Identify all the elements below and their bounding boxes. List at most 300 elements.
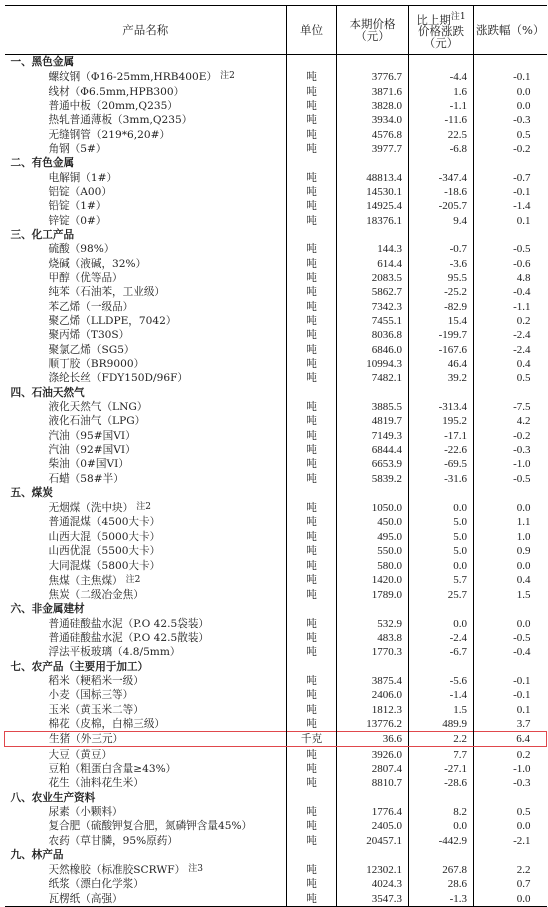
product-name-cell [5,357,287,371]
pct-cell: 0.4 [516,574,531,587]
price-cell: 483.8 [337,631,409,645]
pct-cell: 0.0 [516,99,531,112]
empty-cell [287,228,337,242]
empty-cell [474,156,547,170]
product-name-cell [5,242,287,256]
price-cell: 7342.3 [337,300,409,314]
price-cell: 7482.1 [337,371,409,385]
product-name: 苯乙烯（一级品） [48,300,134,313]
footnote-marker: 注2 [125,574,141,585]
product-name: 花生（油料花生米） [48,777,144,790]
change-cell: -0.7 [409,242,474,256]
change-cell: -1.4 [409,688,474,702]
pct-cell: -2.1 [513,834,531,847]
empty-cell [474,55,547,70]
product-name-cell [5,127,287,141]
change-cell: -442.9 [409,834,474,848]
pct-cell: -1.0 [513,762,531,775]
change-cell: -25.2 [409,285,474,299]
price-cell: 5839.2 [337,472,409,486]
unit-cell: 吨 [287,457,337,471]
product-name: 尿素（小颗料） [48,806,123,819]
product-name: 烧碱（液碱，32%） [48,257,147,270]
unit-cell: 吨 [287,343,337,357]
unit-cell: 吨 [287,631,337,645]
table-row [5,558,547,572]
product-name: 普通混煤（4500大卡） [48,516,161,529]
price-cell: 450.0 [337,515,409,529]
product-name: 石蜡（58#半） [48,472,124,485]
product-name: 纸浆（漂白化学浆） [48,878,144,891]
price-cell: 14925.4 [337,199,409,213]
empty-cell [474,486,547,500]
change-cell: -82.9 [409,300,474,314]
price-cell: 3776.7 [337,69,409,84]
product-name: 无缝钢管（219*6,20#） [48,128,171,141]
change-cell: -199.7 [409,328,474,342]
pct-cell: -2.4 [513,343,531,356]
empty-cell [337,659,409,673]
price-cell: 8810.7 [337,776,409,790]
empty-cell [287,848,337,862]
table-row [5,862,547,877]
section-row [5,228,547,242]
product-name: 线材（Φ6.5mm,HPB300） [48,85,185,98]
table-row [5,127,547,141]
pct-cell: 0.0 [516,617,531,630]
empty-cell [409,602,474,616]
pct-cell: -0.1 [513,689,531,702]
unit-cell: 吨 [287,472,337,486]
price-cell: 36.6 [337,732,409,747]
product-name-cell [5,862,287,877]
product-name: 甲醇（优等品） [48,271,123,284]
unit-cell: 吨 [287,185,337,199]
price-cell: 2807.4 [337,762,409,776]
change-cell: 0.0 [409,500,474,515]
table-row [5,631,547,645]
unit-cell: 吨 [287,357,337,371]
change-cell: 5.0 [409,544,474,558]
product-name: 角钢（5#） [48,142,107,155]
empty-cell [474,602,547,616]
product-name: 大豆（黄豆） [48,748,113,761]
price-cell: 18376.1 [337,213,409,227]
empty-cell [474,848,547,862]
unit-cell: 吨 [287,573,337,588]
pct-cell: -1.0 [513,458,531,471]
product-name: 螺纹钢（Φ16-25mm,HRB400E） [48,71,218,84]
pct-cell: -0.4 [513,646,531,659]
empty-cell [337,55,409,70]
price-cell: 48813.4 [337,170,409,184]
table-row [5,472,547,486]
unit-cell: 吨 [287,285,337,299]
price-cell: 6653.9 [337,457,409,471]
product-name: 天然橡胶（标准胶SCRWF） [48,864,186,877]
table-row [5,645,547,659]
table-row [5,616,547,630]
empty-cell [337,156,409,170]
product-name: 液化石油气（LPG） [48,415,146,428]
change-cell: -5.6 [409,674,474,688]
table-row [5,544,547,558]
change-cell: -205.7 [409,199,474,213]
empty-cell [287,386,337,400]
price-cell: 3828.0 [337,99,409,113]
section-title: 六、非金属建材 [5,602,287,616]
empty-cell [337,602,409,616]
empty-cell [337,791,409,805]
table-header [5,6,547,55]
product-name: 聚乙烯（LLDPE，7042） [48,315,177,328]
product-name: 硫酸（98%） [48,243,115,256]
product-name-cell [5,645,287,659]
change-cell: -27.1 [409,762,474,776]
empty-cell [409,228,474,242]
section-title: 八、农业生产资料 [5,791,287,805]
empty-cell [409,55,474,70]
table-row [5,84,547,98]
table-row [5,819,547,833]
product-name-cell [5,500,287,515]
empty-cell [409,156,474,170]
product-name: 顺丁胶（BR9000） [48,358,145,371]
footnote-marker: 注2 [136,502,151,513]
table-row [5,185,547,199]
empty-cell [409,659,474,673]
header-price: 本期价格（元） [337,6,409,55]
table-row [5,429,547,443]
table-row [5,285,547,299]
empty-cell [474,386,547,400]
unit-cell: 吨 [287,400,337,414]
product-name-cell [5,343,287,357]
table-row [5,328,547,342]
empty-cell [474,228,547,242]
product-name: 生猪（外三元） [49,733,124,746]
product-name-cell [5,300,287,314]
unit-cell: 吨 [287,314,337,328]
change-cell: -28.6 [409,776,474,790]
price-cell: 2405.0 [337,819,409,833]
table-row [5,515,547,529]
pct-cell: 4.8 [516,271,531,284]
product-name-cell [5,414,287,428]
unit-cell: 吨 [287,544,337,558]
change-cell: 7.7 [409,747,474,762]
header-pct: 涨跌幅（%） [474,6,547,55]
footnote-marker: 注2 [220,71,235,82]
table-row [5,702,547,716]
price-cell: 3547.3 [337,892,409,907]
product-name-cell [5,314,287,328]
change-cell: -1.1 [409,99,474,113]
pct-cell: 3.7 [516,717,531,730]
empty-cell [337,386,409,400]
change-cell: -6.8 [409,142,474,156]
unit-cell: 吨 [287,530,337,544]
unit-cell: 吨 [287,213,337,227]
product-name: 铝锭（A00） [48,185,113,198]
pct-cell: 1.1 [516,516,531,529]
table-row [5,892,547,907]
table-row [5,256,547,270]
unit-cell: 吨 [287,674,337,688]
empty-cell [474,791,547,805]
unit-cell: 吨 [287,500,337,515]
unit-cell: 吨 [287,805,337,819]
table-row [5,300,547,314]
change-cell: 1.6 [409,84,474,98]
unit-cell: 吨 [287,747,337,762]
section-title: 五、煤炭 [5,486,287,500]
pct-cell: -0.1 [513,674,531,687]
price-table-sheet [4,5,546,907]
product-name: 涤纶长丝（FDY150D/96F） [48,372,189,385]
unit-cell: 吨 [287,443,337,457]
unit-cell: 吨 [287,371,337,385]
product-name-cell [5,400,287,414]
product-name-cell [5,616,287,630]
price-cell: 550.0 [337,544,409,558]
unit-cell: 吨 [287,515,337,529]
table-row [5,69,547,84]
change-cell: 25.7 [409,588,474,602]
pct-cell: 0.1 [516,214,531,227]
table-row [5,674,547,688]
unit-cell: 千克 [287,732,337,747]
change-cell: -313.4 [409,400,474,414]
pct-cell: -0.2 [513,142,531,155]
price-cell: 532.9 [337,616,409,630]
price-cell: 1789.0 [337,588,409,602]
price-cell: 6844.4 [337,443,409,457]
product-name: 焦煤（主焦煤） [48,574,123,587]
product-name-cell [5,170,287,184]
unit-cell: 吨 [287,142,337,156]
section-title: 七、农产品（主要用于加工） [5,659,287,673]
product-name-cell [5,99,287,113]
product-name-cell [5,69,287,84]
pct-cell: -0.5 [513,472,531,485]
product-name-cell [5,285,287,299]
price-cell: 8036.8 [337,328,409,342]
product-name: 汽油（92#国VI） [48,444,136,457]
price-cell: 3926.0 [337,747,409,762]
pct-cell: 0.0 [516,85,531,98]
pct-cell: -0.5 [513,631,531,644]
product-name: 液化天然气（LNG） [48,401,148,414]
product-name-cell [5,892,287,907]
product-name-cell [5,256,287,270]
product-name: 聚氯乙烯（SG5） [48,343,135,356]
unit-cell: 吨 [287,588,337,602]
section-row [5,602,547,616]
price-cell: 20457.1 [337,834,409,848]
change-cell: -11.6 [409,113,474,127]
price-cell: 4819.7 [337,414,409,428]
product-name: 农药（草甘膦，95%原药） [48,834,178,847]
section-row [5,848,547,862]
price-cell: 2083.5 [337,271,409,285]
product-name-cell [5,443,287,457]
price-cell: 7149.3 [337,429,409,443]
empty-cell [287,791,337,805]
empty-cell [409,848,474,862]
empty-cell [287,602,337,616]
table-row [5,457,547,471]
product-name: 稻米（粳稻米一级） [48,674,144,687]
price-cell: 6846.0 [337,343,409,357]
change-cell: 5.0 [409,515,474,529]
change-cell: 0.0 [409,616,474,630]
change-cell: 195.2 [409,414,474,428]
product-name-cell [5,762,287,776]
change-cell: 15.4 [409,314,474,328]
product-name: 山西大混（5000大卡） [48,530,161,543]
product-name-cell [5,515,287,529]
product-name: 瓦楞纸（高强） [48,892,123,905]
table-row [5,113,547,127]
product-name: 铅锭（1#） [48,200,107,213]
table-row [5,834,547,848]
price-cell: 3885.5 [337,400,409,414]
product-name-cell [5,805,287,819]
unit-cell: 吨 [287,170,337,184]
change-cell: -69.5 [409,457,474,471]
unit-cell: 吨 [287,702,337,716]
pct-cell: 0.0 [516,559,531,572]
empty-cell [287,55,337,70]
change-cell: -347.4 [409,170,474,184]
product-name-cell [5,573,287,588]
product-name: 锌锭（0#） [48,214,107,227]
product-name: 大同混煤（5800大卡） [48,559,161,572]
unit-cell: 吨 [287,892,337,907]
pct-cell: 0.5 [516,128,531,141]
pct-cell: 2.2 [516,863,531,876]
table-row [5,199,547,213]
table-row [5,500,547,515]
table-row [5,414,547,428]
table-row [5,805,547,819]
table-row [5,747,547,762]
change-cell: 489.9 [409,717,474,732]
unit-cell: 吨 [287,834,337,848]
product-name-cell [5,747,287,762]
pct-cell: 0.1 [516,703,531,716]
table-row [5,717,547,732]
pct-cell: -0.4 [513,286,531,299]
unit-cell: 吨 [287,762,337,776]
price-cell: 12302.1 [337,862,409,877]
change-cell: -18.6 [409,185,474,199]
unit-cell: 吨 [287,84,337,98]
empty-cell [337,228,409,242]
table-row [5,776,547,790]
price-cell: 7455.1 [337,314,409,328]
pct-cell: 0.0 [516,820,531,833]
price-cell: 144.3 [337,242,409,256]
unit-cell: 吨 [287,776,337,790]
pct-cell: 0.2 [516,315,531,328]
empty-cell [287,486,337,500]
empty-cell [337,848,409,862]
change-cell: 2.2 [409,732,474,747]
product-name-cell [5,717,287,732]
price-cell: 3871.6 [337,84,409,98]
product-name-cell [5,429,287,443]
product-name: 电解铜（1#） [48,171,118,184]
change-cell: 39.2 [409,371,474,385]
section-title: 二、有色金属 [5,156,287,170]
table-row [5,99,547,113]
table-body [5,55,547,907]
table-row [5,343,547,357]
section-row [5,156,547,170]
pct-cell: -2.4 [513,329,531,342]
product-name-cell [5,558,287,572]
product-name: 普通硅酸盐水泥（P.O 42.5袋装） [48,617,210,630]
change-cell: 5.7 [409,573,474,588]
price-cell: 495.0 [337,530,409,544]
unit-cell: 吨 [287,819,337,833]
section-title: 三、化工产品 [5,228,287,242]
product-name: 豆粕（粗蛋白含量≥43%） [48,762,177,775]
product-name: 柴油（0#国VI） [48,458,129,471]
table-row [5,573,547,588]
change-cell: -6.7 [409,645,474,659]
price-table [4,5,547,907]
header-change-note: 注1 [450,11,466,22]
product-name-cell [5,271,287,285]
product-name-cell [5,819,287,833]
unit-cell: 吨 [287,328,337,342]
table-row [5,530,547,544]
table-row [5,271,547,285]
table-row [5,371,547,385]
change-cell: -3.6 [409,256,474,270]
change-cell: -2.4 [409,631,474,645]
empty-cell [409,386,474,400]
pct-cell: -0.7 [513,171,531,184]
change-cell: 9.4 [409,213,474,227]
product-name: 小麦（国标三等） [48,689,134,702]
section-title: 一、黑色金属 [5,55,287,70]
pct-cell: 0.9 [516,545,531,558]
product-name: 浮法平板玻璃（4.8/5mm） [48,646,181,659]
pct-cell: 0.5 [516,806,531,819]
pct-cell: 1.0 [516,530,531,543]
section-row [5,386,547,400]
table-row [5,142,547,156]
table-row [5,314,547,328]
pct-cell: -1.4 [513,200,531,213]
header-unit: 单位 [287,6,337,55]
table-row [5,400,547,414]
change-cell: 22.5 [409,127,474,141]
unit-cell: 吨 [287,688,337,702]
table-row [5,213,547,227]
product-name-cell [5,457,287,471]
table-row [5,170,547,184]
change-cell: -1.3 [409,892,474,907]
header-change-suffix: 价格涨跌（元） [418,24,464,51]
pct-cell: 0.7 [516,878,531,891]
product-name-cell [5,688,287,702]
product-name-cell [5,544,287,558]
